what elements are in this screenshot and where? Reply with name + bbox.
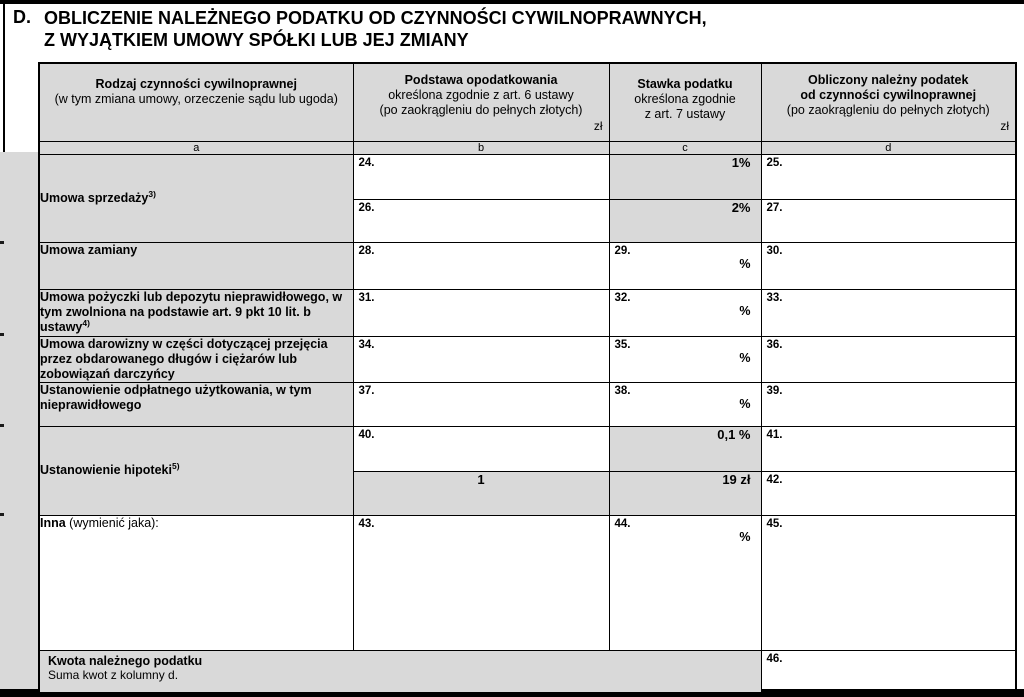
header-col-a xyxy=(39,63,353,141)
table-header-row xyxy=(39,63,1016,141)
percent-sign: % xyxy=(739,529,751,544)
field-45-number: 45. xyxy=(766,517,783,530)
percent-sign: % xyxy=(739,303,751,318)
label-uzytkowanie xyxy=(39,382,353,426)
header-col-c-line2: określona zgodnie xyxy=(634,92,736,106)
field-33-number: 33. xyxy=(766,291,783,304)
field-35-number: 35. xyxy=(614,338,631,351)
row-tick-mark xyxy=(0,241,4,244)
row-umowa-zamiany xyxy=(39,242,1016,289)
field-32-number: 32. xyxy=(614,291,631,304)
field-32[interactable] xyxy=(609,289,761,336)
page-left-border xyxy=(3,0,5,153)
label-text: Umowa sprzedaży xyxy=(40,190,149,205)
label-text: Umowa darowizny w części dotyczącej przejęcia przez obdarowanego długów i ciężarów lub zobowiązań darczyńcy xyxy=(40,336,328,381)
field-42[interactable] xyxy=(761,471,1016,515)
label-inna-input[interactable] xyxy=(39,515,353,650)
row-uzytkowanie xyxy=(39,382,1016,426)
field-33[interactable] xyxy=(761,289,1016,336)
field-36[interactable] xyxy=(761,336,1016,382)
field-38-number: 38. xyxy=(614,384,631,397)
rate-value: 1% xyxy=(731,154,751,170)
field-24-number: 24. xyxy=(358,156,375,169)
percent-sign: % xyxy=(739,256,751,271)
column-letter-d: d xyxy=(761,141,1016,154)
header-col-b-line3: (po zaokrągleniu do pełnych złotych) xyxy=(379,103,583,117)
label-umowa-pozyczki xyxy=(39,289,353,336)
rate-value: 2% xyxy=(731,199,751,215)
rate-cell-1pct xyxy=(609,154,761,199)
column-letter-c: c xyxy=(609,141,761,154)
field-25[interactable] xyxy=(761,154,1016,199)
header-col-b xyxy=(353,63,609,141)
field-45[interactable] xyxy=(761,515,1016,650)
header-col-c-title: Stawka podatku xyxy=(637,77,733,91)
field-25-number: 25. xyxy=(766,156,783,169)
kwota-title: Kwota należnego podatku xyxy=(48,653,203,668)
row-tick-mark xyxy=(0,333,4,336)
field-43-number: 43. xyxy=(358,517,375,530)
header-col-c xyxy=(609,63,761,141)
footnote-4: 4) xyxy=(82,317,90,328)
column-letter-a: a xyxy=(39,141,353,154)
field-39-number: 39. xyxy=(766,384,783,397)
field-40-number: 40. xyxy=(358,428,375,441)
column-letters-row xyxy=(39,141,1016,154)
field-41-number: 41. xyxy=(766,428,783,441)
section-title-line2: Z WYJĄTKIEM UMOWY SPÓŁKI LUB JEJ ZMIANY xyxy=(44,30,469,50)
label-text: Ustanowienie odpłatnego użytkowania, w tym nieprawidłowego xyxy=(40,382,312,412)
field-43[interactable] xyxy=(353,515,609,650)
header-col-b-unit: zł xyxy=(593,119,603,133)
field-27[interactable] xyxy=(761,199,1016,242)
field-27-number: 27. xyxy=(766,201,783,214)
header-col-d-unit: zł xyxy=(1000,119,1009,133)
row-hipoteka-1 xyxy=(39,426,1016,471)
label-text: Umowa pożyczki lub depozytu nieprawidłowego, w tym zwolniona na podstawie art. 9 pkt 10 lit. b ustawy xyxy=(40,289,343,334)
field-37[interactable] xyxy=(353,382,609,426)
field-39[interactable] xyxy=(761,382,1016,426)
row-inna xyxy=(39,515,1016,650)
header-col-b-title: Podstawa opodatkowania xyxy=(404,73,558,87)
field-24[interactable] xyxy=(353,154,609,199)
row-umowa-sprzedazy-1 xyxy=(39,154,1016,199)
field-35[interactable] xyxy=(609,336,761,382)
row-umowa-pozyczki xyxy=(39,289,1016,336)
row-tick-mark xyxy=(0,424,4,427)
header-col-d xyxy=(761,63,1016,141)
field-42-number: 42. xyxy=(766,473,783,486)
page-top-border xyxy=(0,0,1024,4)
field-26-number: 26. xyxy=(358,201,375,214)
header-col-a-title: Rodzaj czynności cywilnoprawnej xyxy=(95,77,297,91)
rate-value: 0,1 % xyxy=(717,426,751,442)
label-umowa-darowizny xyxy=(39,336,353,382)
section-title xyxy=(13,7,1013,51)
row-umowa-darowizny xyxy=(39,336,1016,382)
rate-cell-01pct xyxy=(609,426,761,471)
header-col-c-line3: z art. 7 ustawy xyxy=(644,107,726,121)
field-34[interactable] xyxy=(353,336,609,382)
fixed-base-value: 1 xyxy=(477,471,485,487)
kwota-subtitle: Suma kwot z kolumny d. xyxy=(48,667,179,682)
fixed-base-cell xyxy=(353,471,609,515)
field-46-number: 46. xyxy=(766,652,783,665)
field-28-number: 28. xyxy=(358,244,375,257)
header-col-d-line2: od czynności cywilnoprawnej xyxy=(800,88,977,102)
label-text: Umowa zamiany xyxy=(40,242,138,257)
left-margin-strip xyxy=(0,152,38,690)
field-31-number: 31. xyxy=(358,291,375,304)
field-31[interactable] xyxy=(353,289,609,336)
field-38[interactable] xyxy=(609,382,761,426)
field-40[interactable] xyxy=(353,426,609,471)
field-29-number: 29. xyxy=(614,244,631,257)
field-30-number: 30. xyxy=(766,244,783,257)
percent-sign: % xyxy=(739,396,751,411)
tax-calculation-table xyxy=(38,62,1017,694)
label-umowa-sprzedazy xyxy=(39,154,353,242)
label-kwota-podatku xyxy=(39,650,761,693)
percent-sign: % xyxy=(739,350,751,365)
rate-cell-2pct xyxy=(609,199,761,242)
field-36-number: 36. xyxy=(766,338,783,351)
footnote-3: 3) xyxy=(148,188,156,199)
rate-value: 19 zł xyxy=(722,471,751,487)
row-kwota-podatku xyxy=(39,650,1016,693)
section-letter: D. xyxy=(13,7,31,27)
label-inna-rest: (wymienić jaka): xyxy=(65,515,159,530)
field-30[interactable] xyxy=(761,242,1016,289)
field-44-number: 44. xyxy=(614,517,631,530)
label-hipoteka xyxy=(39,426,353,515)
header-col-d-title: Obliczony należny podatek xyxy=(808,73,969,87)
rate-cell-19zl xyxy=(609,471,761,515)
header-col-b-line2: określona zgodnie z art. 6 ustawy xyxy=(388,88,574,102)
field-29[interactable] xyxy=(609,242,761,289)
label-umowa-zamiany xyxy=(39,242,353,289)
field-28[interactable] xyxy=(353,242,609,289)
column-letter-b: b xyxy=(353,141,609,154)
field-26[interactable] xyxy=(353,199,609,242)
header-col-d-line3: (po zaokrągleniu do pełnych złotych) xyxy=(786,103,990,117)
field-46[interactable] xyxy=(761,650,1016,693)
field-41[interactable] xyxy=(761,426,1016,471)
field-34-number: 34. xyxy=(358,338,375,351)
footnote-5: 5) xyxy=(171,460,180,471)
row-tick-mark xyxy=(0,513,4,516)
section-title-text xyxy=(44,7,707,51)
field-37-number: 37. xyxy=(358,384,375,397)
header-col-a-subtitle: (w tym zmiana umowy, orzeczenie sądu lub ugoda) xyxy=(54,92,338,106)
field-44[interactable] xyxy=(609,515,761,650)
section-title-line1: OBLICZENIE NALEŻNEGO PODATKU OD CZYNNOŚCI CYWILNOPRAWNYCH, xyxy=(44,8,707,28)
label-text: Ustanowienie hipoteki xyxy=(40,463,172,477)
label-inna-bold: Inna xyxy=(40,515,66,530)
